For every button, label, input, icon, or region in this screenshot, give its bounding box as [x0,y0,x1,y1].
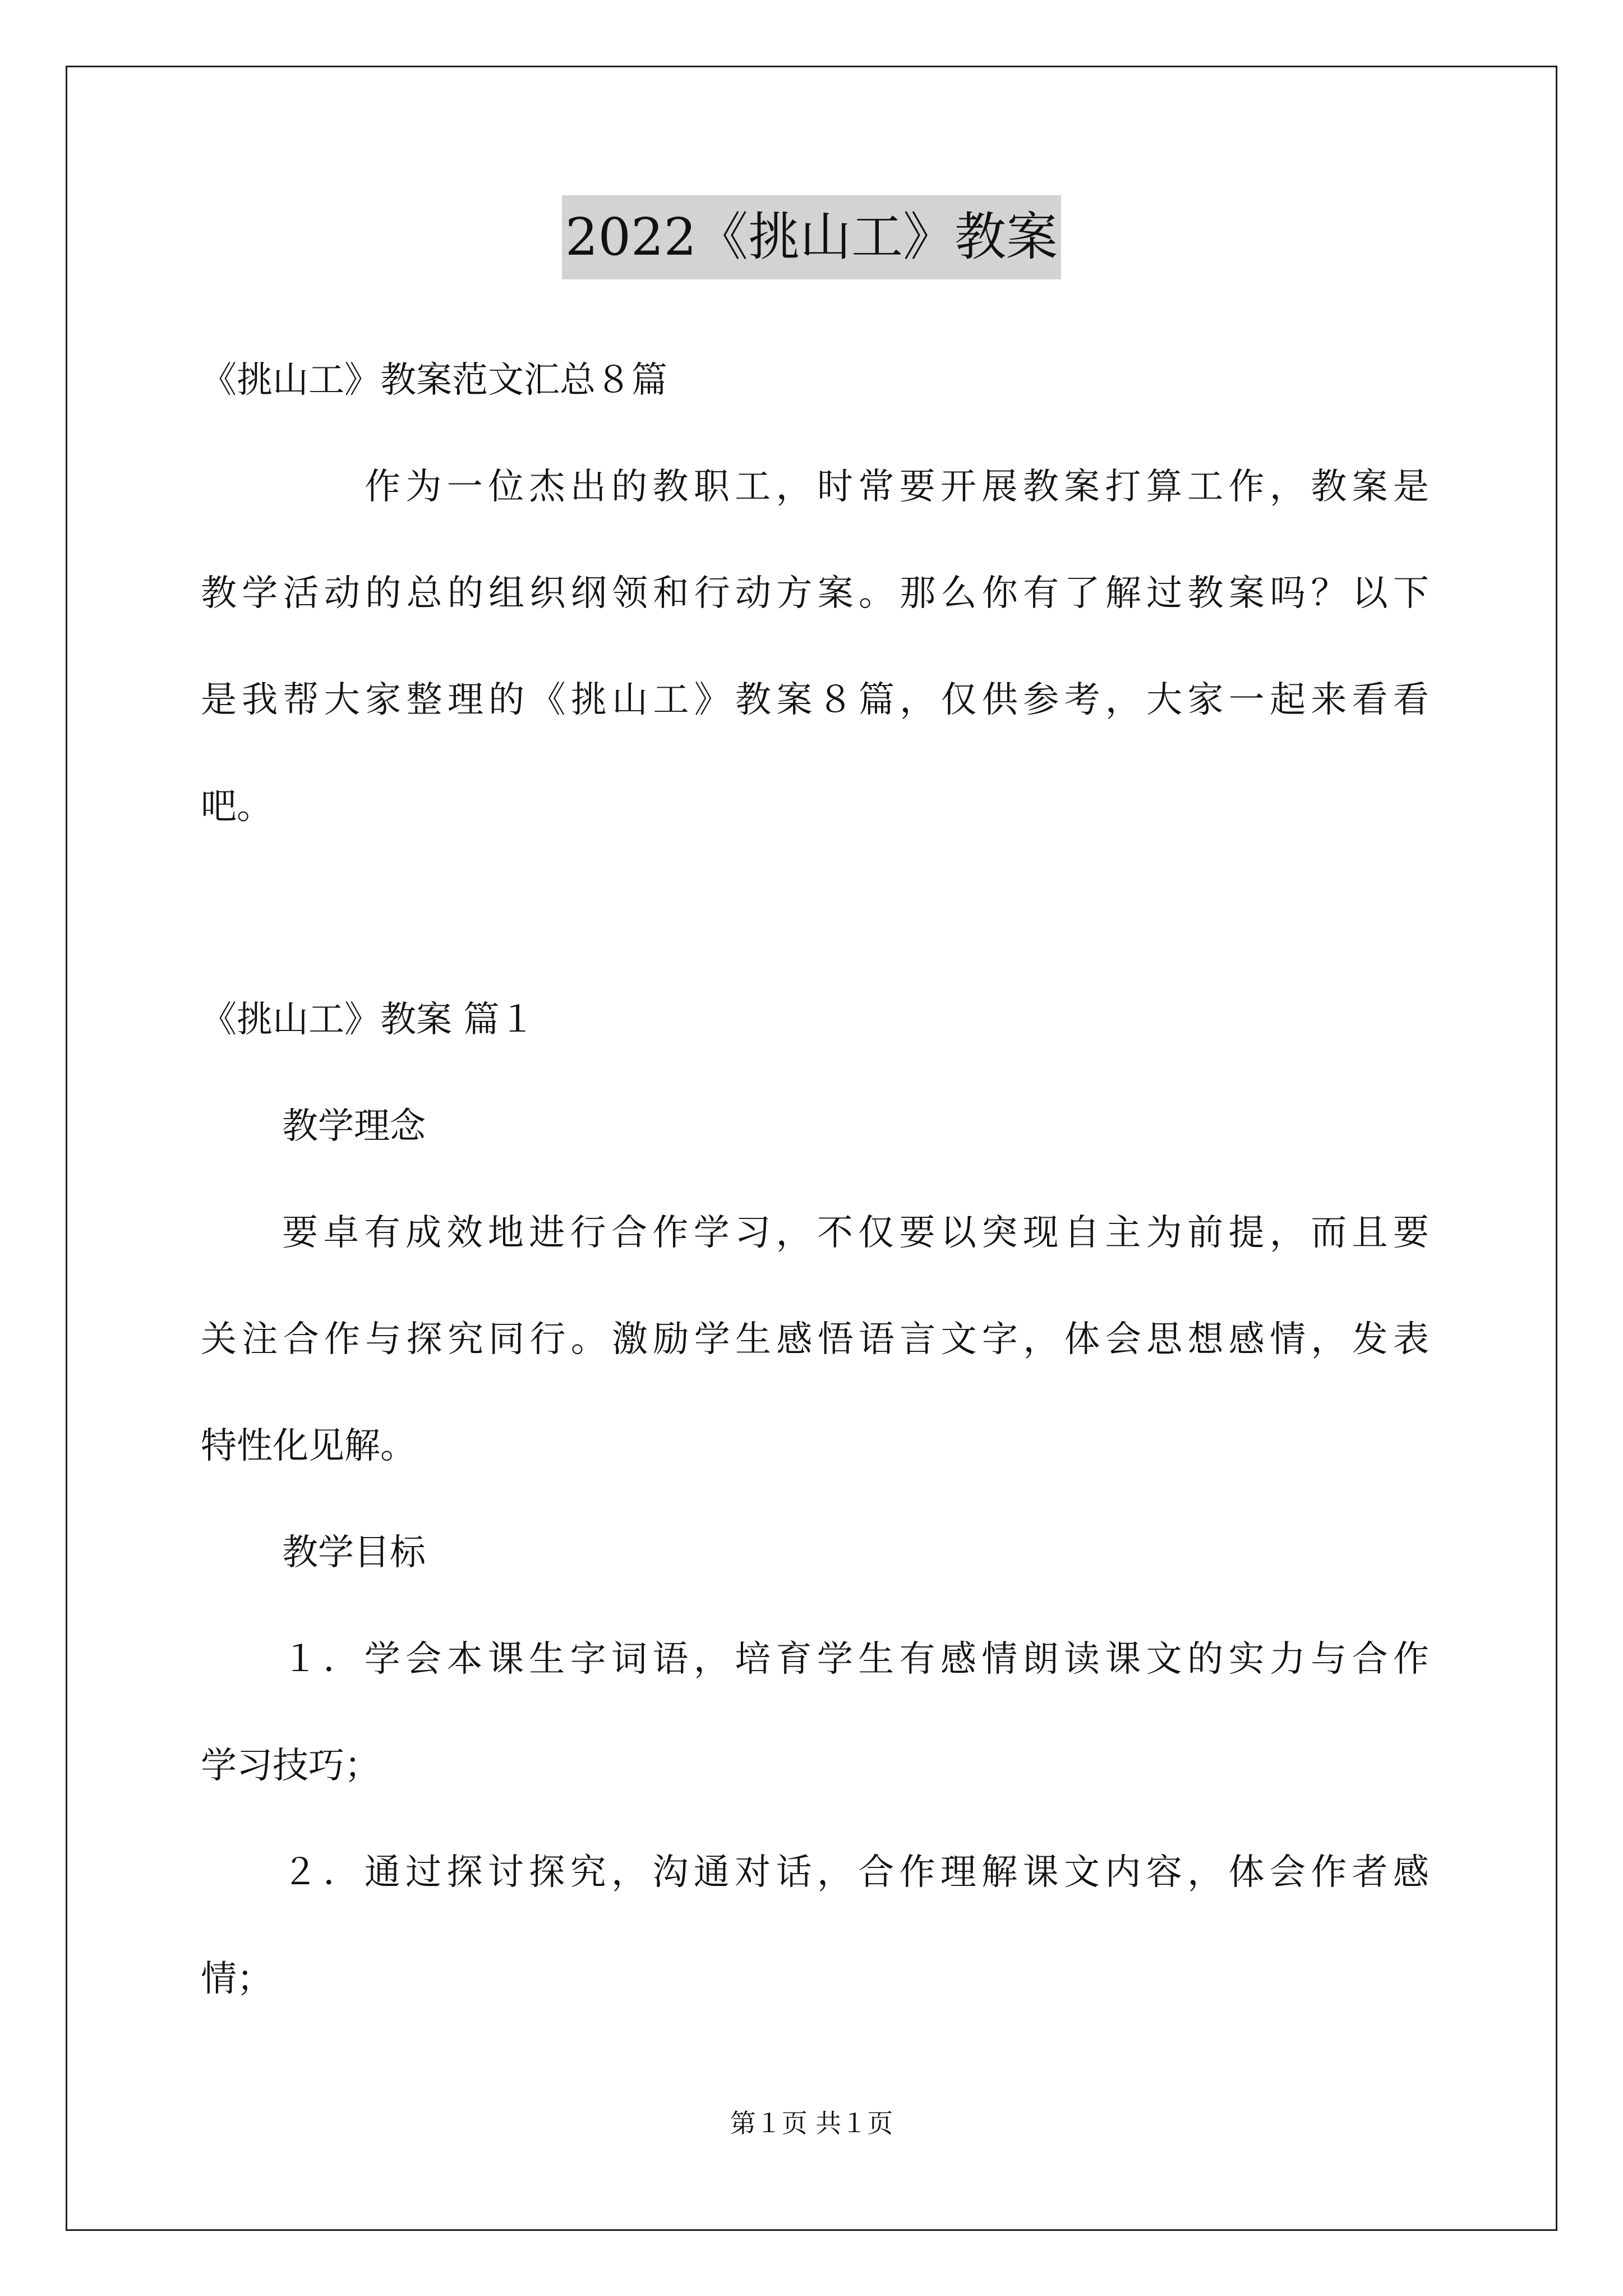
goal-2-line-2: 情； [201,1958,273,2000]
concept-line-2: 关注合作与探究同行。激励学生感悟语言文字，体会思想感情，发表 [201,1319,1429,1360]
subtitle: 《挑山工》教案范文汇总８篇 [201,360,667,401]
goals-heading: 教学目标 [282,1532,426,1573]
document-title [0,195,1623,279]
intro-line-3: 是我帮大家整理的《挑山工》教案８篇，仅供参考，大家一起来看看 [201,679,1429,721]
concept-line-3: 特性化见解。 [201,1425,416,1467]
goal-1-line-1: １．学会本课生字词语，培育学生有感情朗读课文的实力与合作 [282,1639,1429,1680]
intro-line-1: 作为一位杰出的教职工，时常要开展教案打算工作，教案是 [365,466,1429,508]
intro-line-4: 吧。 [201,786,273,827]
section-heading: 《挑山工》教案 篇１ [201,999,536,1041]
intro-line-2: 教学活动的总的组织纲领和行动方案。那么你有了解过教案吗？以下 [201,573,1429,614]
goal-1-line-2: 学习技巧； [201,1745,380,1787]
concept-line-1: 要卓有成效地进行合作学习，不仅要以突现自主为前提，而且要 [282,1212,1429,1254]
document-title-text: 2022《挑山工》教案 [562,195,1061,279]
goal-2-line-1: ２．通过探讨探究，沟通对话，合作理解课文内容，体会作者感 [282,1852,1429,1893]
concept-heading: 教学理念 [282,1106,426,1147]
page-footer: 第１页 共１页 [730,2108,893,2138]
